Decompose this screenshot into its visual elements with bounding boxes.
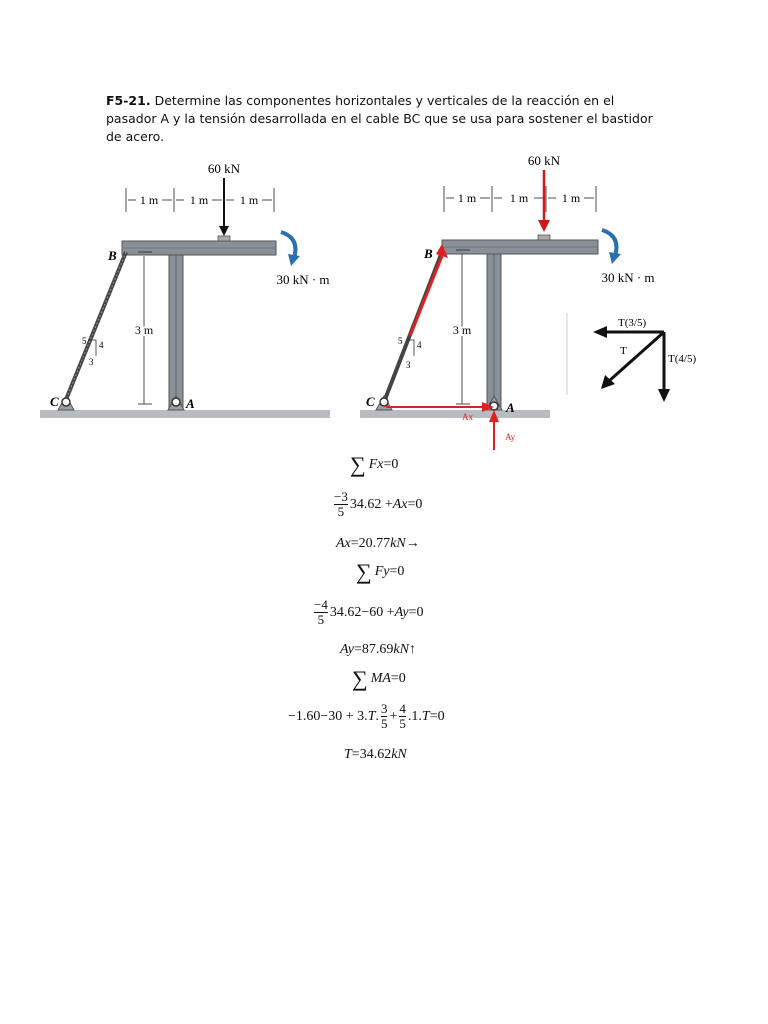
- component-vertical-label: T(4/5): [668, 353, 697, 365]
- component-horizontal-label: T(3/5): [618, 317, 647, 329]
- problem-number: F5-21.: [106, 93, 151, 108]
- problem-text: Determine las componentes horizontales y verticales de la reacción en el pasador A y la tensión desarrollada en el cable BC que se usa para sostener el bastidor de acero.: [106, 93, 653, 144]
- ground: [360, 410, 550, 418]
- equation-t-result: T =34.62 kN: [344, 747, 407, 762]
- equation-sum-fx: ∑ Fx =0: [350, 452, 399, 477]
- moment-label: 30 kN · m: [601, 270, 655, 285]
- label-c: C: [50, 394, 59, 409]
- load-label: 60 kN: [207, 161, 241, 176]
- equation-ay-result: Ay =87.69 kN ↑: [340, 642, 416, 657]
- load-label: 60 kN: [527, 153, 561, 168]
- label-a: A: [506, 400, 515, 415]
- label-a: A: [186, 396, 195, 411]
- component-t-label: T: [620, 345, 627, 357]
- slope-5: 5: [82, 336, 87, 346]
- slope-4: 4: [417, 340, 422, 350]
- tension-components-diagram: [565, 305, 715, 410]
- figure-frame-original: [38, 140, 348, 430]
- equation-fx-line: $\frac{-3}{5}$ 34.62 + Ax =0: [334, 489, 423, 519]
- equation-sum-ma: ∑ MA =0: [352, 666, 406, 691]
- equation-fy-line: $\frac{-4}{5}$ 34.62−60 + Ay =0: [314, 597, 424, 627]
- dimension-3: 1 m: [239, 193, 259, 207]
- equation-ma-line: −1.60−30 + 3. T . $\frac{3}{5}$ + $\frac{4}{5}$ .1. T =0: [288, 701, 445, 731]
- reaction-ay-label: Ay: [505, 432, 516, 442]
- reaction-ax-label: Ax: [462, 412, 473, 422]
- height-label: 3 m: [452, 323, 472, 337]
- slope-3: 3: [406, 360, 411, 370]
- slope-5: 5: [398, 336, 403, 346]
- label-b: B: [108, 248, 117, 263]
- ground: [40, 410, 330, 418]
- height-label: 3 m: [134, 323, 154, 337]
- dimension-3: 1 m: [561, 191, 581, 205]
- dimension-1: 1 m: [139, 193, 159, 207]
- label-c: C: [366, 394, 375, 409]
- equation-sum-fy: ∑ Fy =0: [356, 559, 405, 584]
- pin-c: [58, 396, 74, 410]
- slope-3: 3: [89, 357, 94, 367]
- problem-statement: [106, 92, 666, 146]
- moment-label: 30 kN · m: [276, 272, 330, 287]
- dimension-2: 1 m: [509, 191, 529, 205]
- dimension-2: 1 m: [189, 193, 209, 207]
- tension-arrow: [410, 256, 442, 336]
- label-b: B: [424, 246, 433, 261]
- slope-4: 4: [99, 340, 104, 350]
- dimension-1: 1 m: [457, 191, 477, 205]
- equation-ax-result: Ax =20.77 kN →: [336, 536, 420, 551]
